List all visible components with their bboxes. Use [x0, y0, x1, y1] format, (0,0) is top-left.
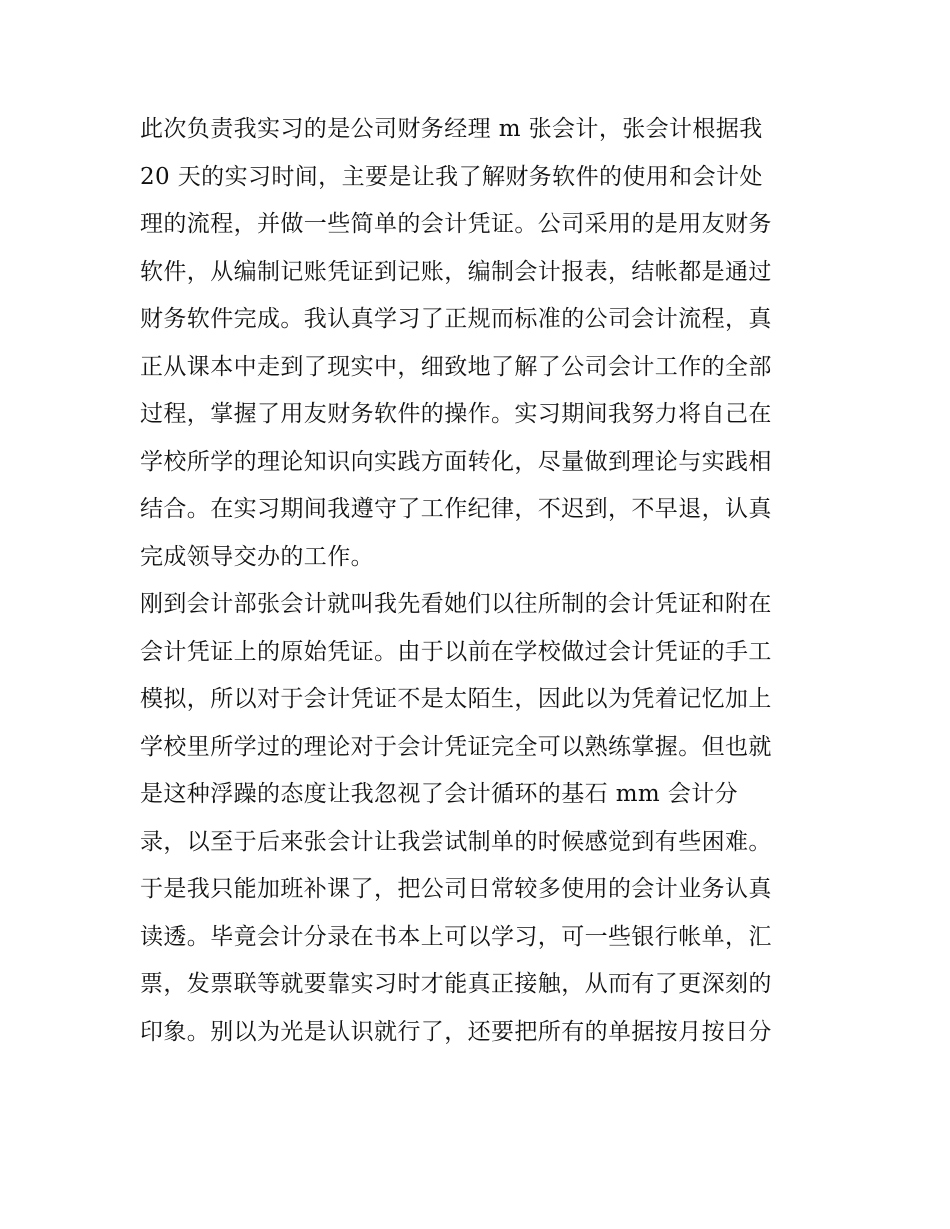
text-line-18: 读透。毕竟会计分录在书本上可以学习，可一些银行帐单，汇 [140, 923, 772, 950]
text-line-3: 理的流程，并做一些简单的会计凭证。公司采用的是用友财务 [140, 211, 772, 237]
text-line-8: 学校所学的理论知识向实践方面转化，尽量做到理论与实践相 [140, 448, 772, 475]
text-line-5: 财务软件完成。我认真学习了正规而标准的公司会计流程，真 [140, 306, 772, 332]
text-line-16: 录，以至于后来张会计让我尝试制单的时候感觉到有些困难。 [140, 828, 772, 855]
text-line-20: 印象。别以为光是认识就行了，还要把所有的单据按月按日分 [140, 1018, 772, 1045]
text-line-17: 于是我只能加班补课了，把公司日常较多使用的会计业务认真 [140, 876, 772, 902]
text-line-9: 结合。在实习期间我遵守了工作纪律，不迟到，不早退，认真 [140, 496, 772, 522]
text-line-14: 学校里所学过的理论对于会计凭证完全可以熟练掌握。但也就 [140, 733, 772, 760]
text-line-15: 是这种浮躁的态度让我忽视了会计循环的基石 mm 会计分 [140, 781, 739, 807]
text-line-7: 过程，掌握了用友财务软件的操作。实习期间我努力将自己在 [140, 401, 772, 427]
text-line-4: 软件，从编制记账凭证到记账，编制会计报表，结帐都是通过 [140, 258, 772, 285]
text-line-2: 20 天的实习时间，主要是让我了解财务软件的使用和会计处 [140, 163, 763, 190]
text-line-10: 完成领导交办的工作。 [140, 543, 374, 570]
text-line-1: 此次负责我实习的是公司财务经理 m 张会计，张会计根据我 [140, 116, 763, 142]
text-line-6: 正从课本中走到了现实中，细致地了解了公司会计工作的全部 [140, 353, 772, 380]
text-line-19: 票，发票联等就要靠实习时才能真正接触，从而有了更深刻的 [140, 971, 772, 997]
body-text [140, 106, 812, 1056]
text-line-12: 会计凭证上的原始凭证。由于以前在学校做过会计凭证的手工 [140, 638, 772, 665]
text-line-13: 模拟，所以对于会计凭证不是太陌生，因此以为凭着记忆加上 [140, 686, 772, 712]
text-line-11: 刚到会计部张会计就叫我先看她们以往所制的会计凭证和附在 [140, 591, 772, 617]
